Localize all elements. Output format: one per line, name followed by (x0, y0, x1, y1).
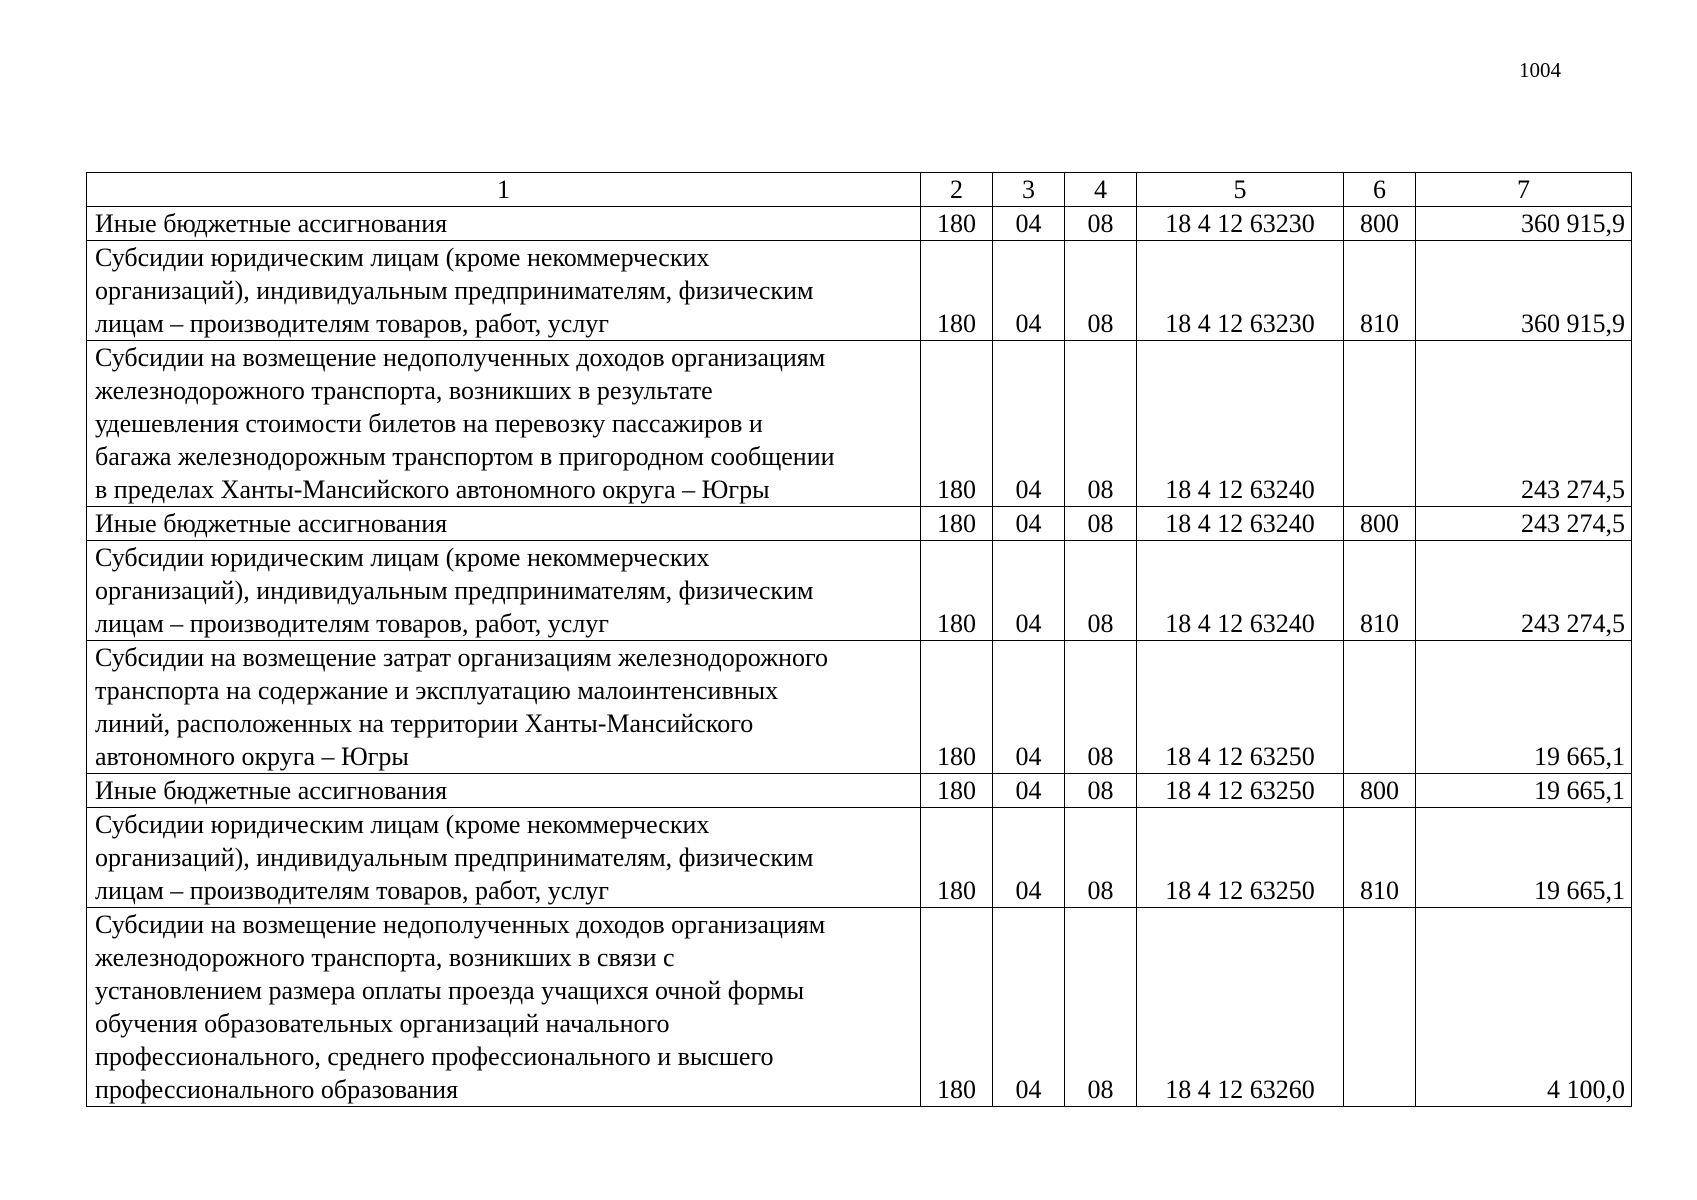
cell-ministry-code: 180 (921, 774, 993, 808)
header-col-2: 2 (921, 173, 993, 207)
cell-expense-type: 810 (1344, 541, 1416, 641)
item-name-line: организаций), индивидуальным предпринимателям, физическим (95, 843, 814, 872)
item-name-line: Иные бюджетные ассигнования (95, 509, 448, 538)
item-name-line: железнодорожного транспорта, возникших в результате (95, 376, 713, 405)
table-row (87, 774, 1632, 808)
cell-amount: 19 665,1 (1416, 774, 1632, 808)
header-col-5: 5 (1137, 173, 1344, 207)
cell-expense-type: 800 (1344, 507, 1416, 541)
table-row (87, 641, 1632, 774)
cell-amount: 243 274,5 (1416, 507, 1632, 541)
cell-expense-type: 810 (1344, 808, 1416, 908)
item-name-line: Субсидии юридическим лицам (кроме некоммерческих (95, 810, 710, 839)
table-body (87, 207, 1632, 1107)
cell-subsection-code: 08 (1065, 774, 1137, 808)
cell-ministry-code: 180 (921, 908, 993, 1107)
table-row (87, 341, 1632, 507)
cell-section-code: 04 (993, 774, 1065, 808)
cell-expense-type: 810 (1344, 241, 1416, 341)
table-header (87, 173, 1632, 207)
item-name-line: Иные бюджетные ассигнования (95, 776, 448, 805)
cell-item-name (87, 341, 921, 507)
item-name-line: лицам – производителям товаров, работ, услуг (95, 876, 609, 905)
cell-section-code: 04 (993, 341, 1065, 507)
item-name-line: Субсидии на возмещение недополученных доходов организациям (95, 343, 826, 372)
cell-ministry-code: 180 (921, 207, 993, 241)
item-name-line: удешевления стоимости билетов на перевозку пассажиров и (95, 409, 763, 438)
cell-item-name (87, 241, 921, 341)
cell-item-name (87, 908, 921, 1107)
item-name-line: Субсидии на возмещение недополученных доходов организациям (95, 910, 826, 939)
cell-amount: 19 665,1 (1416, 808, 1632, 908)
cell-section-code: 04 (993, 241, 1065, 341)
cell-target-article: 18 4 12 63230 (1137, 207, 1344, 241)
cell-section-code: 04 (993, 507, 1065, 541)
table-row (87, 207, 1632, 241)
header-col-7: 7 (1416, 173, 1632, 207)
item-name-line: в пределах Ханты-Мансийского автономного округа – Югры (95, 475, 770, 504)
cell-amount: 4 100,0 (1416, 908, 1632, 1107)
cell-target-article: 18 4 12 63240 (1137, 341, 1344, 507)
page-number: 1004 (1519, 58, 1561, 82)
cell-subsection-code: 08 (1065, 207, 1137, 241)
cell-ministry-code: 180 (921, 341, 993, 507)
table-row (87, 908, 1632, 1107)
cell-item-name (87, 774, 921, 808)
table-row (87, 241, 1632, 341)
cell-item-name (87, 507, 921, 541)
cell-section-code: 04 (993, 541, 1065, 641)
cell-item-name (87, 808, 921, 908)
cell-section-code: 04 (993, 808, 1065, 908)
cell-ministry-code: 180 (921, 241, 993, 341)
cell-section-code: 04 (993, 641, 1065, 774)
item-name-line: железнодорожного транспорта, возникших в связи с (95, 943, 675, 972)
item-name-line: Субсидии на возмещение затрат организациям железнодорожного (95, 643, 829, 672)
cell-subsection-code: 08 (1065, 507, 1137, 541)
item-name-line: организаций), индивидуальным предпринимателям, физическим (95, 276, 814, 305)
cell-expense-type (1344, 908, 1416, 1107)
item-name-line: транспорта на содержание и эксплуатацию малоинтенсивных (95, 676, 779, 705)
cell-target-article: 18 4 12 63250 (1137, 641, 1344, 774)
cell-item-name (87, 207, 921, 241)
cell-ministry-code: 180 (921, 507, 993, 541)
cell-amount: 243 274,5 (1416, 541, 1632, 641)
cell-subsection-code: 08 (1065, 541, 1137, 641)
cell-expense-type: 800 (1344, 207, 1416, 241)
table-row (87, 808, 1632, 908)
budget-table (86, 172, 1632, 1107)
cell-target-article: 18 4 12 63250 (1137, 774, 1344, 808)
cell-expense-type (1344, 341, 1416, 507)
header-col-4: 4 (1065, 173, 1137, 207)
cell-amount: 19 665,1 (1416, 641, 1632, 774)
cell-ministry-code: 180 (921, 808, 993, 908)
item-name-line: лицам – производителям товаров, работ, услуг (95, 609, 609, 638)
cell-subsection-code: 08 (1065, 641, 1137, 774)
cell-amount: 360 915,9 (1416, 241, 1632, 341)
table-row (87, 507, 1632, 541)
cell-item-name (87, 541, 921, 641)
header-col-1: 1 (87, 173, 921, 207)
cell-subsection-code: 08 (1065, 908, 1137, 1107)
cell-expense-type (1344, 641, 1416, 774)
header-row (87, 173, 1632, 207)
item-name-line: автономного округа – Югры (95, 742, 409, 771)
item-name-line: Субсидии юридическим лицам (кроме некоммерческих (95, 543, 710, 572)
cell-target-article: 18 4 12 63250 (1137, 808, 1344, 908)
item-name-line: установлением размера оплаты проезда учащихся очной формы (95, 976, 805, 1005)
item-name-line: Иные бюджетные ассигнования (95, 209, 448, 238)
cell-target-article: 18 4 12 63230 (1137, 241, 1344, 341)
item-name-line: организаций), индивидуальным предпринимателям, физическим (95, 576, 814, 605)
cell-subsection-code: 08 (1065, 808, 1137, 908)
cell-section-code: 04 (993, 207, 1065, 241)
cell-subsection-code: 08 (1065, 241, 1137, 341)
table-row (87, 541, 1632, 641)
cell-amount: 360 915,9 (1416, 207, 1632, 241)
cell-expense-type: 800 (1344, 774, 1416, 808)
header-col-6: 6 (1344, 173, 1416, 207)
cell-ministry-code: 180 (921, 541, 993, 641)
item-name-line: лицам – производителям товаров, работ, услуг (95, 309, 609, 338)
item-name-line: багажа железнодорожным транспортом в пригородном сообщении (95, 442, 835, 471)
cell-amount: 243 274,5 (1416, 341, 1632, 507)
cell-section-code: 04 (993, 908, 1065, 1107)
item-name-line: Субсидии юридическим лицам (кроме некоммерческих (95, 243, 710, 272)
item-name-line: профессионального образования (95, 1075, 459, 1104)
item-name-line: линий, расположенных на территории Ханты-Мансийского (95, 709, 754, 738)
cell-target-article: 18 4 12 63260 (1137, 908, 1344, 1107)
item-name-line: профессионального, среднего профессионального и высшего (95, 1042, 774, 1071)
cell-target-article: 18 4 12 63240 (1137, 507, 1344, 541)
cell-item-name (87, 641, 921, 774)
header-col-3: 3 (993, 173, 1065, 207)
item-name-line: обучения образовательных организаций начального (95, 1009, 670, 1038)
cell-subsection-code: 08 (1065, 341, 1137, 507)
cell-target-article: 18 4 12 63240 (1137, 541, 1344, 641)
cell-ministry-code: 180 (921, 641, 993, 774)
